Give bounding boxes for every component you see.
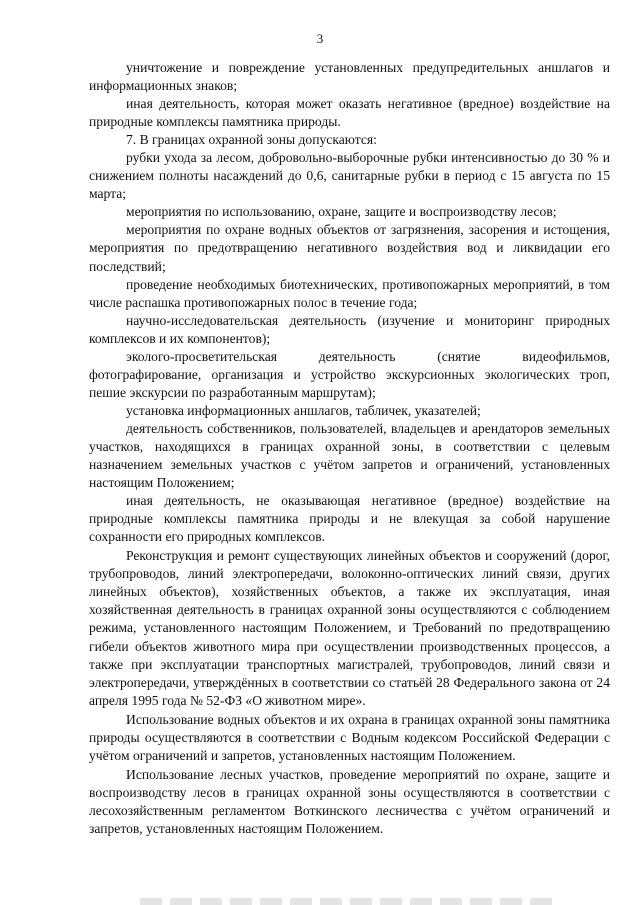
- paragraph: иная деятельность, которая может оказать негативное (вредное) воздействие на природные комплексы памятника природы.: [89, 96, 610, 130]
- paragraph: деятельность собственников, пользователей, владельцев и арендаторов земельных участков, находящихся в границах охранной зоны, в соответствии с целевым назначением земельных участков с учётом запретов и ограничений, установленных настоящим Положением;: [89, 420, 610, 491]
- paragraph: мероприятия по использованию, охране, защите и воспроизводству лесов;: [126, 204, 557, 220]
- page-number: 3: [316, 31, 324, 46]
- paragraph: эколого-просветительская деятельность (снятие видеофильмов, фотографирование, организация и устройство экскурсионных экологических троп, пешие экскурсии по разработанным маршрутам);: [89, 348, 610, 400]
- paragraph: Реконструкция и ремонт существующих линейных объектов и сооружений (дорог, трубопроводов, линий электропередачи, волоконно-оптических линий связи, других линейных объектов), хозяйственных объектов, а также их эксплуатация, иная хозяйственная деятельность в границах охранной зоны осуществляются с соблюдением режима, установленного настоящим Положением, и Требований по предотвращению гибели объектов животного мира при осуществлении производственных процессов, а также при эксплуатации транспортных магистралей, трубопроводов, линий связи и электропередачи, утверждённых в соответствии со статьёй 28 Федерального закона от 24 апреля 1995 года № 52-ФЗ «О животном мире».: [89, 548, 610, 708]
- scan-bottom-edge: [140, 898, 560, 905]
- paragraph: установка информационных аншлагов, табличек, указателей;: [126, 402, 481, 418]
- paragraph: мероприятия по охране водных объектов от загрязнения, засорения и истощения, мероприятия по предотвращению негативного воздействия вод и ликвидации его последствий;: [89, 222, 610, 274]
- document-body: [89, 59, 610, 838]
- paragraph: научно-исследовательская деятельность (изучение и мониторинг природных комплексов и их компонентов);: [89, 312, 610, 346]
- paragraph: уничтожение и повреждение установленных предупредительных аншлагов и информационных знаков;: [89, 60, 610, 94]
- paragraph: проведение необходимых биотехнических, противопожарных мероприятий, в том числе распашка противопожарных полос в течение года;: [89, 276, 610, 310]
- paragraph: Использование водных объектов и их охрана в границах охранной зоны памятника природы осуществляются в соответствии с Водным кодексом Российской Федерации с учётом ограничений и запретов, установленных настоящим Положением.: [89, 711, 610, 763]
- paragraph: иная деятельность, не оказывающая негативное (вредное) воздействие на природные комплексы памятника природы и не влекущая за собой нарушение сохранности его природных комплексов.: [89, 493, 610, 545]
- section-heading: 7. В границах охранной зоны допускаются:: [126, 132, 377, 148]
- paragraph: Использование лесных участков, проведение мероприятий по охране, защите и воспроизводству лесов в границах охранной зоны осуществляются в соответствии с лесохозяйственным регламентом Воткинского лесничества с учётом ограничений и запретов, установленных настоящим Положением.: [89, 766, 610, 836]
- paragraph: рубки ухода за лесом, добровольно-выборочные рубки интенсивностью до 30 % и снижением полноты насаждений до 0,6, санитарные рубки в период с 15 августа по 15 марта;: [89, 150, 610, 202]
